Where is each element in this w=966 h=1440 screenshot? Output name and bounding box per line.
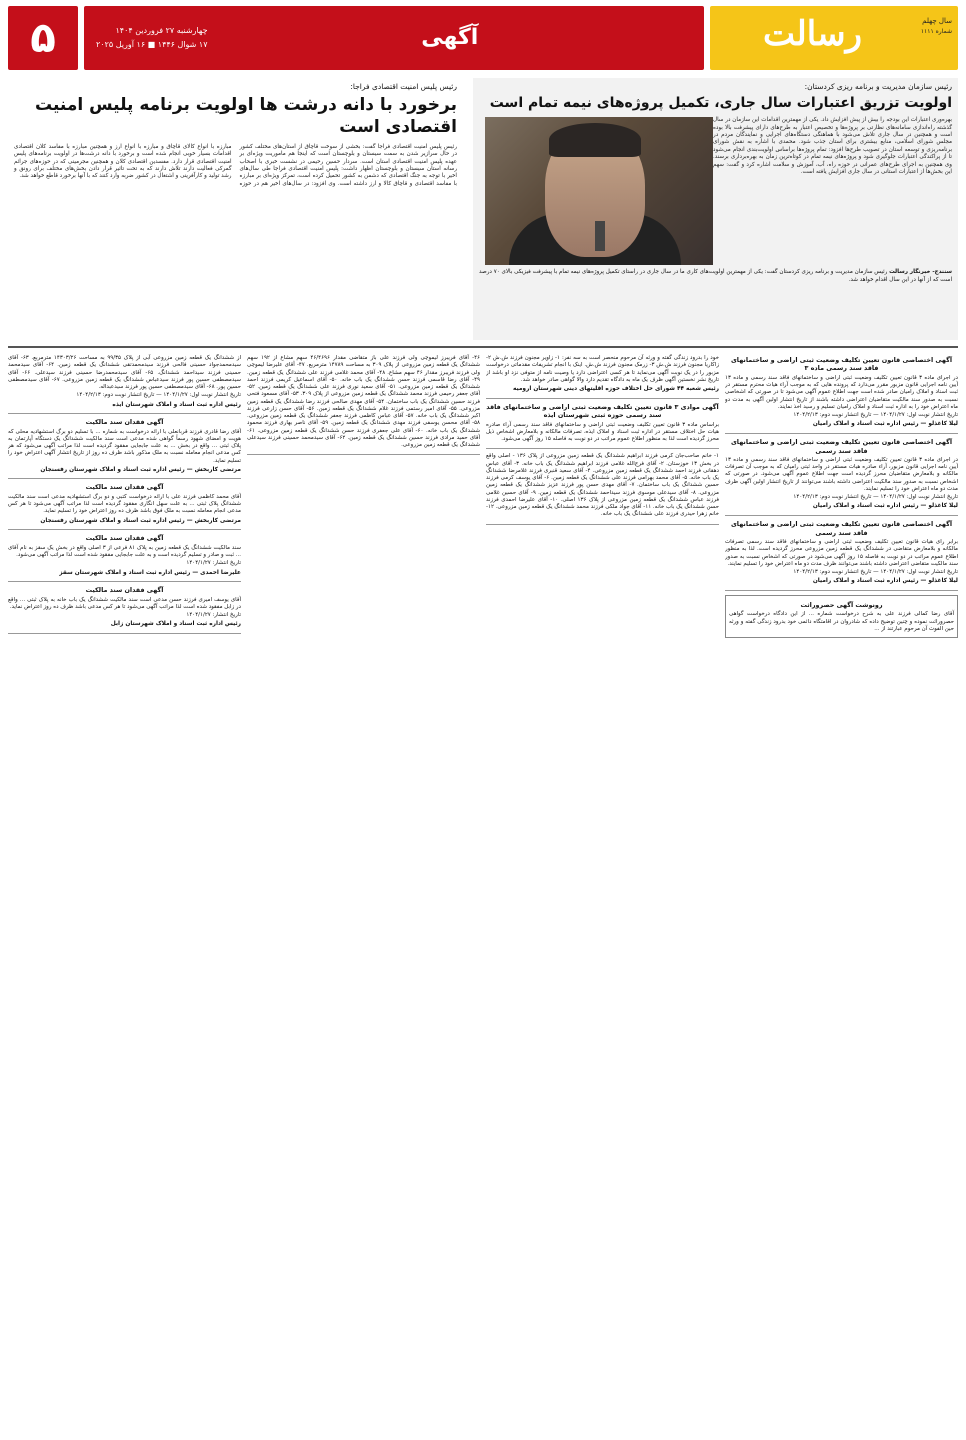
ad-block [486,403,719,450]
article-body: بهره‌وری اعتبارات این بودجه را بیش از پیش افزایش داد. یکی از مهمترین اقدامات این سازمان در سال گذشته راه‌اندازی سامانه‌های نظارتی بر پروژه‌ها و تخصیص اعتبار به طرح‌های دارای پیشرفت بالا بوده است و همچنین در سال جاری تلاش می‌شود با هماهنگی دستگاه‌های اجرایی و نمایندگان مردم در مجلس شورای اسلامی، منابع بیشتری برای استان جذب شود. محمدی با اشاره به نقش شورای برنامه‌ریزی و توسعه استان در تصویب طرح‌ها افزود: تمام پروژه‌ها براساس اولویت‌بندی انجام می‌شود تا از پراکندگی اعتبارات جلوگیری شود و پروژه‌های نیمه تمام در کوتاه‌ترین زمان به بهره‌برداری برسند. وی همچنین به اجرای طرح‌های عمرانی در حوزه راه، آب، آموزش و سلامت اشاره کرد و گفت: سهم این بخش‌ها از اعتبارات استانی در سال جاری افزایش یافته است. [713,117,952,175]
masthead-logo-block [710,6,958,70]
article-body: رئیس پلیس امنیت اقتصادی فراجا گفت: بخشی از سوخت قاچاق از استان‌های مختلف کشور در حال سرازیر شدن به سمت سیستان و بلوچستان است که اینجا هم ماموریت ویژه‌ای بر عهده پلیس امنیت اقتصادی استان است. سردار حسین رحیمی در نشست خبری با اصحاب رسانه استان سیستان و بلوچستان اظهار داشت: پلیس امنیت اقتصادی فراجا طی سال‌های اخیر با توجه به جنگ اقتصادی که دشمن به کشور تحمیل کرده است، تمرکز ویژه‌ای بر مبارزه با مفاسد اقتصادی و قاچاق کالا و ارز داشته است. وی افزود: در سال‌های اخیر هم در حوزه مبارزه با انواع کالای قاچاق و مبارزه با انواع ارز و همچنین مبارزه با مفاسد کلان اقتصادی اقدامات بسیار خوبی انجام شده است و برخورد با دانه درشت‌ها در اولویت برنامه‌های پلیس امنیت اقتصادی قرار دارد. مفسدین اقتصادی کلان و همچنین مجرمینی که در حوزه‌های جرائم گمرکی فعالیت دارند تلاش دارند که به تحت تاثیر قرار دادن بخش‌های مختلف برای رونق و رشد تولید و کارآفرینی و اشتغال در کشور ضربه وارد کنند که با آنها برخورد قاطع خواهد شد. [14,143,457,187]
ad-signature: مرتضی کاربخش — رئیس اداره ثبت اسناد و املاک شهرستان رفسنجان [40,466,241,473]
ad-title: آگهی فقدان سند مالکیت [85,418,164,427]
ad-title: آگهی فقدان سند مالکیت [85,483,164,492]
ad-signature: لیلا کاغذلو — رئیس اداره ثبت اسناد و املاک رامیان [812,578,958,585]
ad-block [725,520,958,591]
ad-signature: رئیس اداره ثبت اسناد و املاک شهرستان ایذه [112,401,241,408]
ad-date: تاریخ انتشار نوبت اول: ۱۴۰۴/۱/۲۷ — تاریخ انتشار نوبت دوم: ۱۴۰۴/۲/۱۳ [793,412,958,419]
ad-block-inheritance [725,595,958,638]
ad-signature: رئیس اداره ثبت اسناد و املاک شهرستان زابل [110,621,241,628]
ad-signature: مرتضی کاربخش — رئیس اداره ثبت اسناد و املاک شهرستان رفسنجان [40,517,241,524]
ad-text: خود را بدرود زندگی گفته و ورثه آن مرحوم منحصر است به سه نفر: ۱- زاویر مجنون فرزند ش.ش ۲- زاکاریا مجنون فرزند ش.ش ۳- زرمک مجنون فرزند ش.ش. اینک با انجام تشریفات مقدماتی درخواست مزبور را در یک نوبت آگهی می‌نماید تا هر کسی اعتراضی دارد یا وصیت نامه از متوفی نزد او باشد از تاریخ نشر نخستین آگهی ظرف یک ماه به دادگاه تقدیم دارد والا گواهی صادر خواهد شد. [486,355,719,383]
caption-lead: سنندج- خبرنگار رسالت [889,269,952,276]
ad-block [247,355,480,455]
ad-signature: لیلا کاغذلو — رئیس اداره ثبت اسناد و املاک رامیان [812,421,958,428]
ad-title: آگهی فقدان سند مالکیت [85,534,164,543]
ad-date: تاریخ انتشار نوبت اول: ۱۴۰۴/۱/۲۷ — تاریخ انتشار نوبت دوم: ۱۴۰۴/۲/۱۳ [793,494,958,501]
ad-block [8,355,241,414]
news-article-kurdistan [473,78,958,340]
ad-block [725,356,958,434]
ad-text: از ششدانگ یک قطعه زمین مزروعی آبی از پلاک ۹۹/۳۵ به مساحت ۱۴۳۰۳/۲۶ مترمربع. ۶۳- آقای سیدمحمدجواد حسینی فالحی فرزند سیدمحمدتقی ششدانگ یک قطعه زمین. ۶۴- آقای سیدمحمد حسینی فرزند سیداحمد ششدانگ. ۶۵- آقای سیدمحمدرضا حسینی فرزند سیدعلی. ۶۶- آقای سیدمصطفی حسین پور فرزند سیدعباس ششدانگ یک قطعه زمین مزروعی. ۶۷- آقای سیدمصطفی حسین پور. ۶۸- آقای سیدمصطفی حسین پور فرزند سیدعبداله. [8,355,241,390]
ad-text: در اجرای ماده ۳ قانون تعیین تکلیف وضعیت ثبتی اراضی و ساختمانهای فاقد سند رسمی و ماده ۱۳ آیین نامه اجرایی قانون مزبور مقرر می‌دارد که پرونده هایی که به موجب آراء هیات محترم مستقر در ثبت اسناد و املاک رامیان صادر شده است جهت اطلاع عموم آگهی می‌شود تا در صورتی که اشخاصی نسبت به صدور سند مالکیت متقاضیان اعتراضی داشته باشند از تاریخ انتشار اولین آگهی به مدت دو ماه اعتراض خود را به اداره ثبت اسناد و املاک رامیان تسلیم و رسید اخذ نمایند. [725,374,958,410]
ads-column-3 [247,354,480,1440]
ad-block [725,438,958,516]
issue-info [921,16,952,36]
ad-date: تاریخ انتشار: ۱۴۰۴/۱/۲۷ [186,560,241,567]
ad-block [8,418,241,479]
ad-title: رونوشت آگهی حصروراثت [800,600,883,609]
ad-date: تاریخ انتشار نوبت اول: ۱۴۰۴/۱/۲۷ — تاریخ انتشار نوبت دوم: ۱۴۰۴/۲/۱۳ [76,392,241,399]
ad-text: آقای محمد کاظمی فرزند علی با ارائه درخواست کتبی و دو برگ استشهادیه مدعی است سند مالکیت ششدانگ پلاک ثبتی ... به علت سهل انگاری مفقود گردیده است لذا مراتب آگهی می‌شود تا هر کس مدعی انجام معامله نسبت به ملک فوق باشد ظرف ده روز اعتراض خود را تسلیم نماید. [8,493,241,515]
ad-signature: علیرضا احمدی — رئیس اداره ثبت اسناد و املاک شهرستان سقز [59,569,241,576]
ad-text: در اجرای ماده ۳ قانون تعیین تکلیف وضعیت ثبتی اراضی و ساختمانهای فاقد سند رسمی و ماده ۱۳ آیین نامه اجرایی قانون مزبور، آراء صادره هیات مستقر در واحد ثبتی رامیان که به موجب آن تصرفات مالکانه و بلامعارض متقاضیان محرز گردیده است جهت اطلاع عموم آگهی می‌شود. در صورتی که اشخاص نسبت به صدور سند مالکیت اعتراضی داشته باشند می‌توانند از تاریخ انتشار اولین آگهی ظرف مدت دو ماه اعتراض خود را تسلیم نمایند. [725,456,958,492]
date-hijri-gregorian: ۱۷ شوال ۱۴۴۶ ■ ۱۶ آوریل ۲۰۲۵ [96,40,208,49]
ad-text: آقای رضا کمالی فرزند علی به شرح درخواست شماره ... از این دادگاه درخواست گواهی حصروراثت نموده و چنین توضیح داده که شادروان در اقامتگاه دائمی خود بدرود زندگی گفته و ورثه حین الفوت آن مرحوم عبارتند از ... [729,611,954,632]
news-article-police [8,78,463,340]
issue-label: شماره ۱۱۱۱ [920,27,952,35]
article-photo [485,117,713,265]
article-kicker: رئیس پلیس امنیت اقتصادی فراجا: [350,82,457,91]
ad-date: تاریخ انتشار: ۱۴۰۴/۱/۲۷ [186,612,241,619]
divider [8,346,958,348]
date-block [96,24,208,51]
ad-block [8,483,241,530]
article-headline: برخورد با دانه درشت ها اولویت برنامه پلیس امنیت اقتصادی است [34,94,457,138]
ad-title: آگهی فقدان سند مالکیت [85,586,164,595]
ad-block [486,453,719,524]
ad-title: آگهی موادی ۳ قانون تعیین تکلیف وضعیت ثبتی اراضی و ساختمانهای فاقد سند رسمی حوزه ثبتی شهرستان ایذه [486,402,719,420]
newspaper-logo: رسالت [762,14,862,54]
article-caption [479,269,952,284]
date-persian: چهارشنبه ۲۷ فروردین ۱۴۰۴ [115,26,208,36]
ad-title: آگهی اختصاصی قانون تعیین تکلیف وضعیت ثبتی اراضی و ساختمانهای فاقد سند رسمی [730,438,953,455]
section-banner [84,6,704,70]
ads-section [8,354,958,1440]
ad-title: آگهی اختصاصی قانون تعیین تکلیف وضعیت ثبتی اراضی و ساختمانهای فاقد سند رسمی ماده ۳ [730,356,953,373]
ad-title: آگهی اختصاصی قانون تعیین تکلیف وضعیت ثبتی اراضی و ساختمانهای فاقد سند رسمی [730,520,953,537]
caption-text: رئیس سازمان مدیریت و برنامه ریزی کردستان گفت: یکی از مهمترین اولویت‌های کاری ما در سال جاری در راستای تکمیل پروژه‌های نیمه تمام با پیشرفت فیزیکی بالای ۷۰ درصد است که از آنها در این سال اقدام خواهد شد. [479,269,952,283]
ad-text: برابر رای هیات قانون تعیین تکلیف وضعیت ثبتی اراضی و ساختمانهای فاقد سند رسمی تصرفات مالکانه و بلامعارض متقاضی در ششدانگ یک قطعه زمین مزروعی محرز گردیده است. لذا به منظور اطلاع عموم مراتب در دو نوبت به فاصله ۱۵ روز آگهی می‌شود در صورتی که اشخاص نسبت به صدور سند مالکیت متقاضی اعتراضی داشته باشند می‌توانند ظرف مدت دو ماه اعتراض خود را تسلیم نمایند. [725,539,958,567]
photo-hair [549,123,641,157]
ad-signature: لیلا کاغذلو — رئیس اداره ثبت اسناد و املاک رامیان [812,503,958,510]
ad-text: براساس ماده ۳ قانون تعیین تکلیف وضعیت ثبتی اراضی و ساختمانهای فاقد سند رسمی آراء صادره هیات حل اختلاف مستقر در اداره ثبت اسناد و املاک ایذه، تصرفات مالکانه و بلامعارض اشخاص ذیل محرز گردیده است لذا به منظور اطلاع عموم مراتب در دو نوبت به فاصله ۱۵ روز آگهی می‌شود. [486,421,719,443]
section-title: آگهی [421,25,479,51]
ad-date: تاریخ انتشار نوبت اول: ۱۴۰۴/۱/۲۷ — تاریخ انتشار نوبت دوم: ۱۴۰۴/۲/۱۳ [793,569,958,575]
ad-signature: رئیس شعبه ۴۴ شورای حل اختلاف حوزه اقلیتهای دینی شهرستان ارومیه [512,386,719,392]
ad-text: آقای رضا قادری فرزند قربانعلی با ارائه درخواست به شماره ... با تسلیم دو برگ استشهادیه محلی که هویت و امضای شهود رسماً گواهی شده مدعی است سند مالکیت ششدانگ یک دستگاه آپارتمان به پلاک ثبتی ... واقع در بخش ... به علت جابجایی مفقود گردیده است لذا مراتب آگهی می‌شود که هر کس مدعی انجام معامله نسبت به ملک مذکور باشد ظرف ده روز از تاریخ انتشار آگهی اعتراض خود را تسلیم نماید. [8,428,241,464]
masthead [8,6,958,70]
news-row [8,78,958,340]
article-headline: اولویت تزریق اعتبارات سال جاری، تکمیل پروژه‌های نیمه تمام است [489,94,952,111]
ad-text: سند مالکیت ششدانگ یک قطعه زمین به پلاک ۸۱ فرعی از ۳ اصلی واقع در بخش یک سقز به نام آقای ... ثبت و صادر و تسلیم گردیده است و به علت جابجایی مفقود شده است لذا مراتب آگهی می‌شود. [8,544,241,559]
ad-text: آقای یوسف امیری فرزند حسن مدعی است سند مالکیت ششدانگ یک باب خانه به پلاک ثبتی ... واقع در زابل مفقود شده است لذا مراتب آگهی می‌شود تا هر کس مدعی باشد ظرف ده روز اعتراض نماید. [8,596,241,610]
ad-text: ۴۶- آقای فریبرز لیموچی ولی فرزند علی باز متقاضی مقدار ۴۶/۴۶۹۶ سهم مشاع از ۱۹۲ سهم ششدانگ یک قطعه زمین مزروعی از پلاک ۳۰۹ به مساحت ۱۴۷۸۹ مترمربع. ۴۷- آقای علیرضا لیموچی ولی فرزند فریبرز مقدار ۴۶ سهم مشاع. ۴۸- آقای محمد غلامی فرزند علی ششدانگ یک قطعه زمین. ۴۹- آقای رضا قاسمی فرزند حسن ششدانگ یک باب خانه. ۵۰- آقای اسماعیل کریمی فرزند احمد ششدانگ یک قطعه زمین مزروعی. ۵۱- آقای سعید نوری فرزند علی ششدانگ یک قطعه زمین. ۵۲- آقای جعفر رحیمی فرزند محمد ششدانگ یک قطعه زمین مزروعی از پلاک ۳۰۹. ۵۳- آقای مسعود فتحی فرزند حسین ششدانگ یک باب ساختمان. ۵۴- آقای مهدی صالحی فرزند رضا ششدانگ یک قطعه زمین مزروعی. ۵۵- آقای امیر رستمی فرزند غلام ششدانگ یک قطعه زمین. ۵۶- آقای حسن زارعی فرزند اکبر ششدانگ یک باب خانه. ۵۷- آقای عباس کاظمی فرزند جعفر ششدانگ یک قطعه زمین مزروعی. ۵۸- آقای محسن یوسفی فرزند مهدی ششدانگ یک قطعه زمین. ۵۹- آقای ناصر بهاری فرزند محمود ششدانگ یک باب خانه. ۶۰- آقای علی جعفری فرزند حسن ششدانگ یک قطعه زمین مزروعی. ۶۱- آقای حمید مرادی فرزند حسین ششدانگ یک قطعه زمین. ۶۲- آقای سیدمحمد حسینی فرزند سیدعلی ششدانگ یک قطعه زمین مزروعی. [247,355,480,448]
microphone-icon [595,221,605,251]
ads-column-4 [8,354,241,1440]
year-label: سال چهلم [922,17,952,25]
ads-column-2 [486,354,719,1440]
ad-block [8,586,241,634]
page-number: ۵ [8,6,78,70]
article-kicker: رئیس سازمان مدیریت و برنامه ریزی کردستان: [804,82,952,91]
ad-text: ۱- خانم صاحب‌جان کرمی فرزند ابراهیم ششدانگ یک قطعه زمین مزروعی از پلاک ۱۳۶ - اصلی واقع در بخش ۱۳ خوزستان. ۲- آقای فرج‌الله غلامی فرزند ابراهیم ششدانگ یک باب خانه. ۳- آقای عباس دهقانی فرزند احمد ششدانگ یک قطعه زمین مزروعی. ۴- آقای سعید قنبری فرزند غلامرضا ششدانگ یک باب خانه. ۵- آقای محمد بهرامی فرزند علی ششدانگ یک قطعه زمین. ۶- آقای یوسف کرمی فرزند حسین ششدانگ یک باب ساختمان. ۷- آقای مهدی حسن پور فرزند عزیز ششدانگ یک قطعه زمین مزروعی. ۸- آقای سیدعلی موسوی فرزند سیداحمد ششدانگ یک قطعه زمین. ۹- آقای حسین غلامی فرزند عباس ششدانگ یک قطعه زمین مزروعی از پلاک ۱۳۶ اصلی. ۱۰- آقای علیرضا احمدی فرزند حسن ششدانگ یک باب خانه. ۱۱- آقای جواد ملکی فرزند محمد ششدانگ یک قطعه زمین مزروعی. ۱۲- خانم زهرا حیدری فرزند علی ششدانگ یک باب خانه. [486,453,719,518]
ad-block [8,534,241,582]
ad-block [486,355,719,399]
ads-column-1 [725,354,958,1440]
